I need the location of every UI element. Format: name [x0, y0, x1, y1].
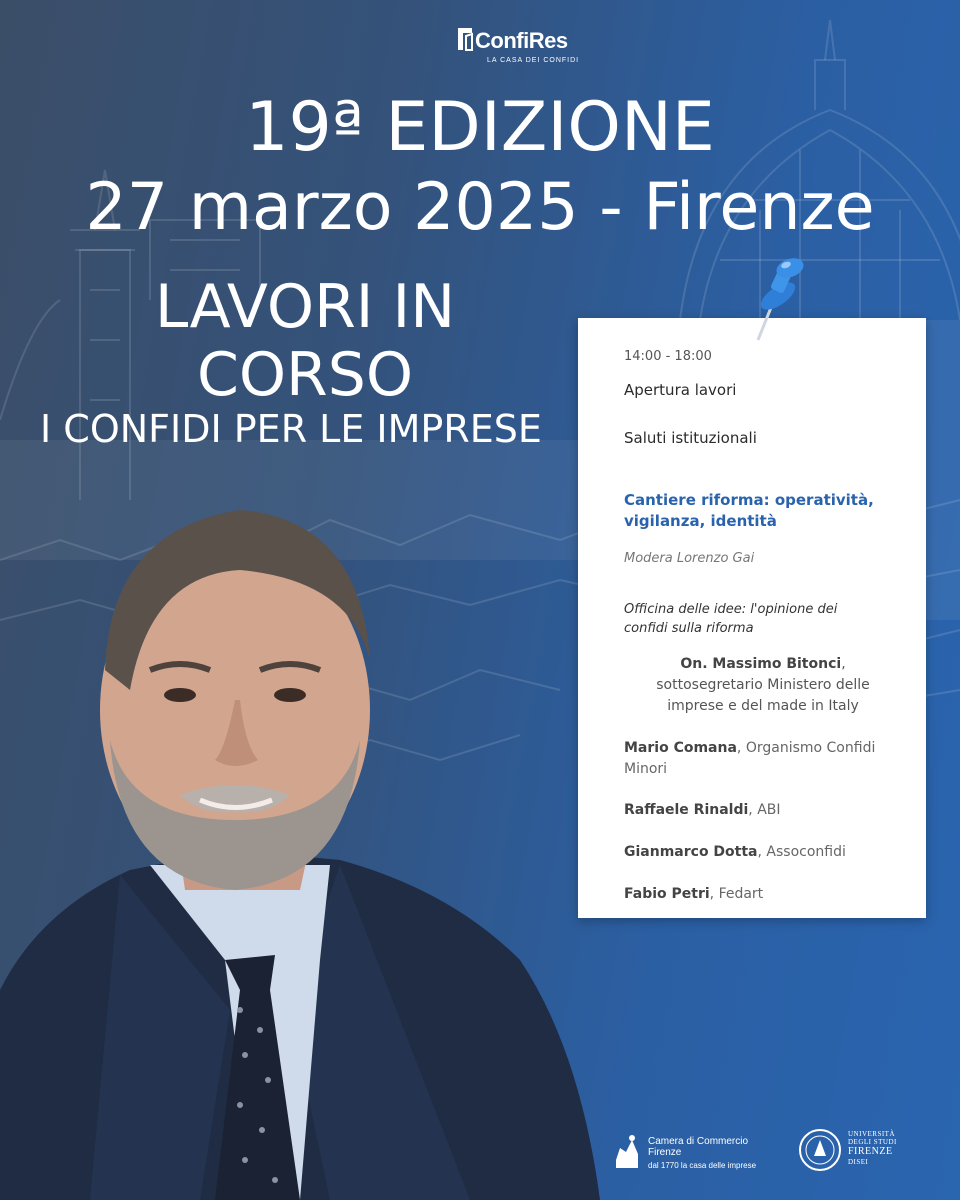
session-title-line-1: Cantiere riforma: operatività,: [624, 491, 874, 509]
session-title-line-2: vigilanza, identità: [624, 512, 777, 530]
university-name: [848, 1130, 897, 1166]
push-pin-icon: [748, 252, 808, 347]
university-seal-icon: [798, 1128, 842, 1172]
speaker-role: Assoconfidi: [766, 844, 846, 860]
university-name-line-1: UNIVERSITÀ: [848, 1130, 895, 1138]
program-opening: Apertura lavori: [624, 381, 737, 399]
confires-logo: [455, 20, 595, 70]
program-card: [578, 318, 926, 918]
university-name-line-3: FIRENZE: [848, 1146, 893, 1157]
speaker-item: Mario Comana, Organismo Confidi Minori: [624, 738, 924, 780]
chamber-tagline: dal 1770 la casa delle imprese: [648, 1161, 757, 1170]
speaker-role: Fedart: [718, 886, 764, 902]
speaker-name: Fabio Petri: [624, 886, 710, 902]
panel-title: [624, 600, 924, 638]
university-name-line-2: DEGLI STUDI: [848, 1138, 897, 1146]
brand-name: ConfiRes: [475, 28, 568, 53]
event-subtitle: I CONFIDI PER LE IMPRESE: [40, 407, 542, 451]
university-logo: [798, 1126, 908, 1176]
edition-heading: 19ª EDIZIONE: [245, 88, 715, 167]
program-time: 14:00 - 18:00: [624, 349, 712, 364]
panel-title-line-2: confidi sulla riforma: [624, 621, 754, 636]
event-date-heading: 27 marzo 2025 - Firenze: [85, 170, 875, 245]
speaker-item: Gianmarco Dotta, Assoconfidi: [624, 844, 846, 860]
chamber-of-commerce-logo: [612, 1128, 782, 1176]
speaker-portrait: [0, 490, 620, 1200]
program-greetings: Saluti istituzionali: [624, 429, 757, 447]
university-department: DISEI: [848, 1158, 869, 1166]
confires-mark-icon: [455, 24, 475, 54]
speaker-role-line-1: sottosegretario Ministero delle: [656, 677, 870, 693]
speaker-role-line-2: Minori: [624, 761, 668, 777]
chamber-name-line-1: Camera di Commercio: [648, 1136, 749, 1147]
chamber-name: [648, 1136, 748, 1158]
speaker-item: Raffaele Rinaldi, ABI: [624, 802, 781, 818]
session-title: [624, 490, 924, 532]
speaker-name: Raffaele Rinaldi: [624, 802, 749, 818]
panel-title-line-1: Officina delle idee: l'opinione dei: [624, 602, 838, 617]
session-moderator: Modera Lorenzo Gai: [624, 551, 755, 566]
speaker-role-line-1: Organismo Confidi: [745, 740, 876, 756]
speaker-role: ABI: [757, 802, 781, 818]
chamber-emblem-icon: [612, 1130, 642, 1174]
event-title-line-2: CORSO: [196, 340, 414, 410]
speaker-item: Fabio Petri, Fedart: [624, 886, 764, 902]
speaker-name: Gianmarco Dotta: [624, 844, 758, 860]
chamber-name-line-2: Firenze: [648, 1147, 682, 1158]
speaker-name: On. Massimo Bitonci: [680, 656, 842, 672]
brand-tagline: LA CASA DEI CONFIDI: [487, 57, 580, 64]
speaker-role-line-2: imprese e del made in Italy: [667, 698, 859, 714]
event-title-line-1: LAVORI IN: [154, 272, 456, 342]
speaker-name: Mario Comana: [624, 740, 737, 756]
speaker-item: On. Massimo Bitonci, sottosegretario Ministero delle imprese e del made in Italy: [638, 654, 888, 717]
